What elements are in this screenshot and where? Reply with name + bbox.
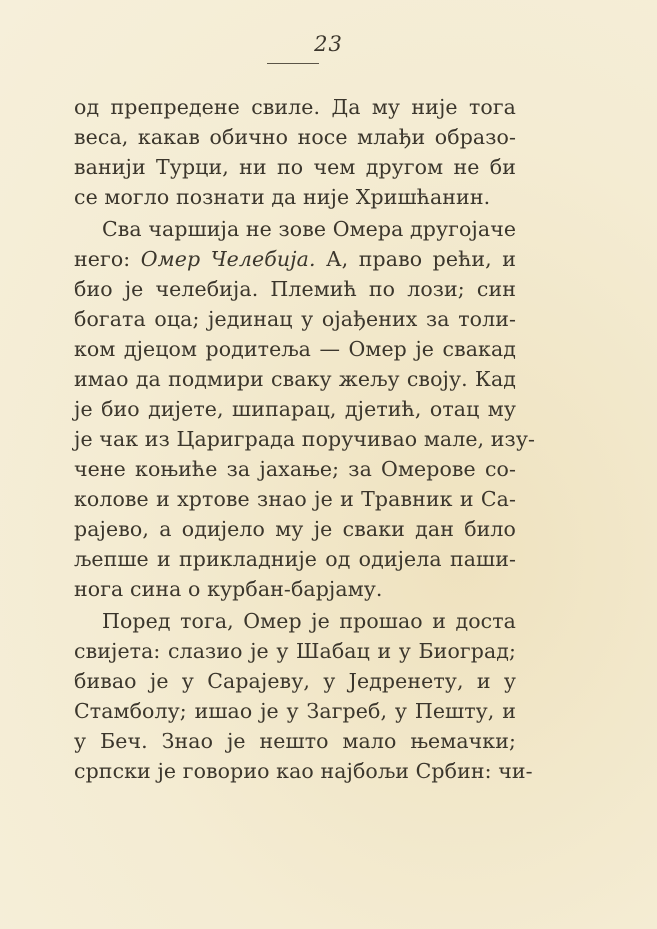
text-line: је био дијете, шипарац, дјетић, отац му bbox=[74, 397, 516, 421]
text-line: српски је говорио као најбољи Србин: чи- bbox=[74, 759, 533, 783]
text-line: веса, какав обично носе млађи образо- bbox=[74, 125, 516, 149]
italic-name: Омер Челебија. bbox=[140, 247, 316, 271]
text-line: него: Омер Челебија. А, право рећи, и bbox=[74, 247, 517, 271]
text-line: нога сина о курбан-барјаму. bbox=[74, 577, 383, 601]
text-line: се могло познати да није Хришћанин. bbox=[74, 185, 491, 209]
text-line: био је челебија. Племић по лози; син bbox=[74, 277, 516, 301]
text-line: љепше и прикладније од одијела паши- bbox=[74, 547, 516, 571]
text-line: ванији Турци, ни по чем другом не би bbox=[74, 155, 516, 179]
text-line: богата оца; јединац у ојађених за толи- bbox=[74, 307, 516, 331]
text-line: је чак из Цариграда поручивао мале, изу- bbox=[74, 427, 536, 451]
page-number: 23 bbox=[314, 32, 343, 56]
text-line: Поред тога, Омер је прошао и доста bbox=[102, 609, 516, 633]
text-line: свијета: слазио је у Шабац и у Биоград; bbox=[74, 639, 516, 663]
paragraph-1 bbox=[74, 92, 516, 212]
text-line: Сва чаршија не зове Омера другојаче bbox=[102, 217, 517, 241]
text-line: у Беч. Знао је нешто мало њемачки; bbox=[74, 729, 516, 753]
text-line: рајево, а одијело му је сваки дан било bbox=[74, 517, 516, 541]
body-text bbox=[74, 92, 536, 786]
text-line: Стамболу; ишао је у Загреб, у Пешту, и bbox=[74, 699, 516, 723]
text-line: чене коњиће за јахање; за Омерове со- bbox=[74, 457, 516, 481]
paragraph-2 bbox=[74, 214, 536, 604]
text-line: од препредене свиле. Да му није тога bbox=[74, 95, 516, 119]
page-number-rule bbox=[267, 63, 319, 64]
text-line: колове и хртове знао је и Травник и Са- bbox=[74, 487, 516, 511]
text-line: ком дјецом родитеља — Омер је свакад bbox=[74, 337, 516, 361]
paragraph-3 bbox=[74, 606, 533, 786]
text-line: бивао је у Сарајеву, у Једренету, и у bbox=[74, 669, 516, 693]
text-line: имао да подмири сваку жељу своју. Кад bbox=[74, 367, 516, 391]
